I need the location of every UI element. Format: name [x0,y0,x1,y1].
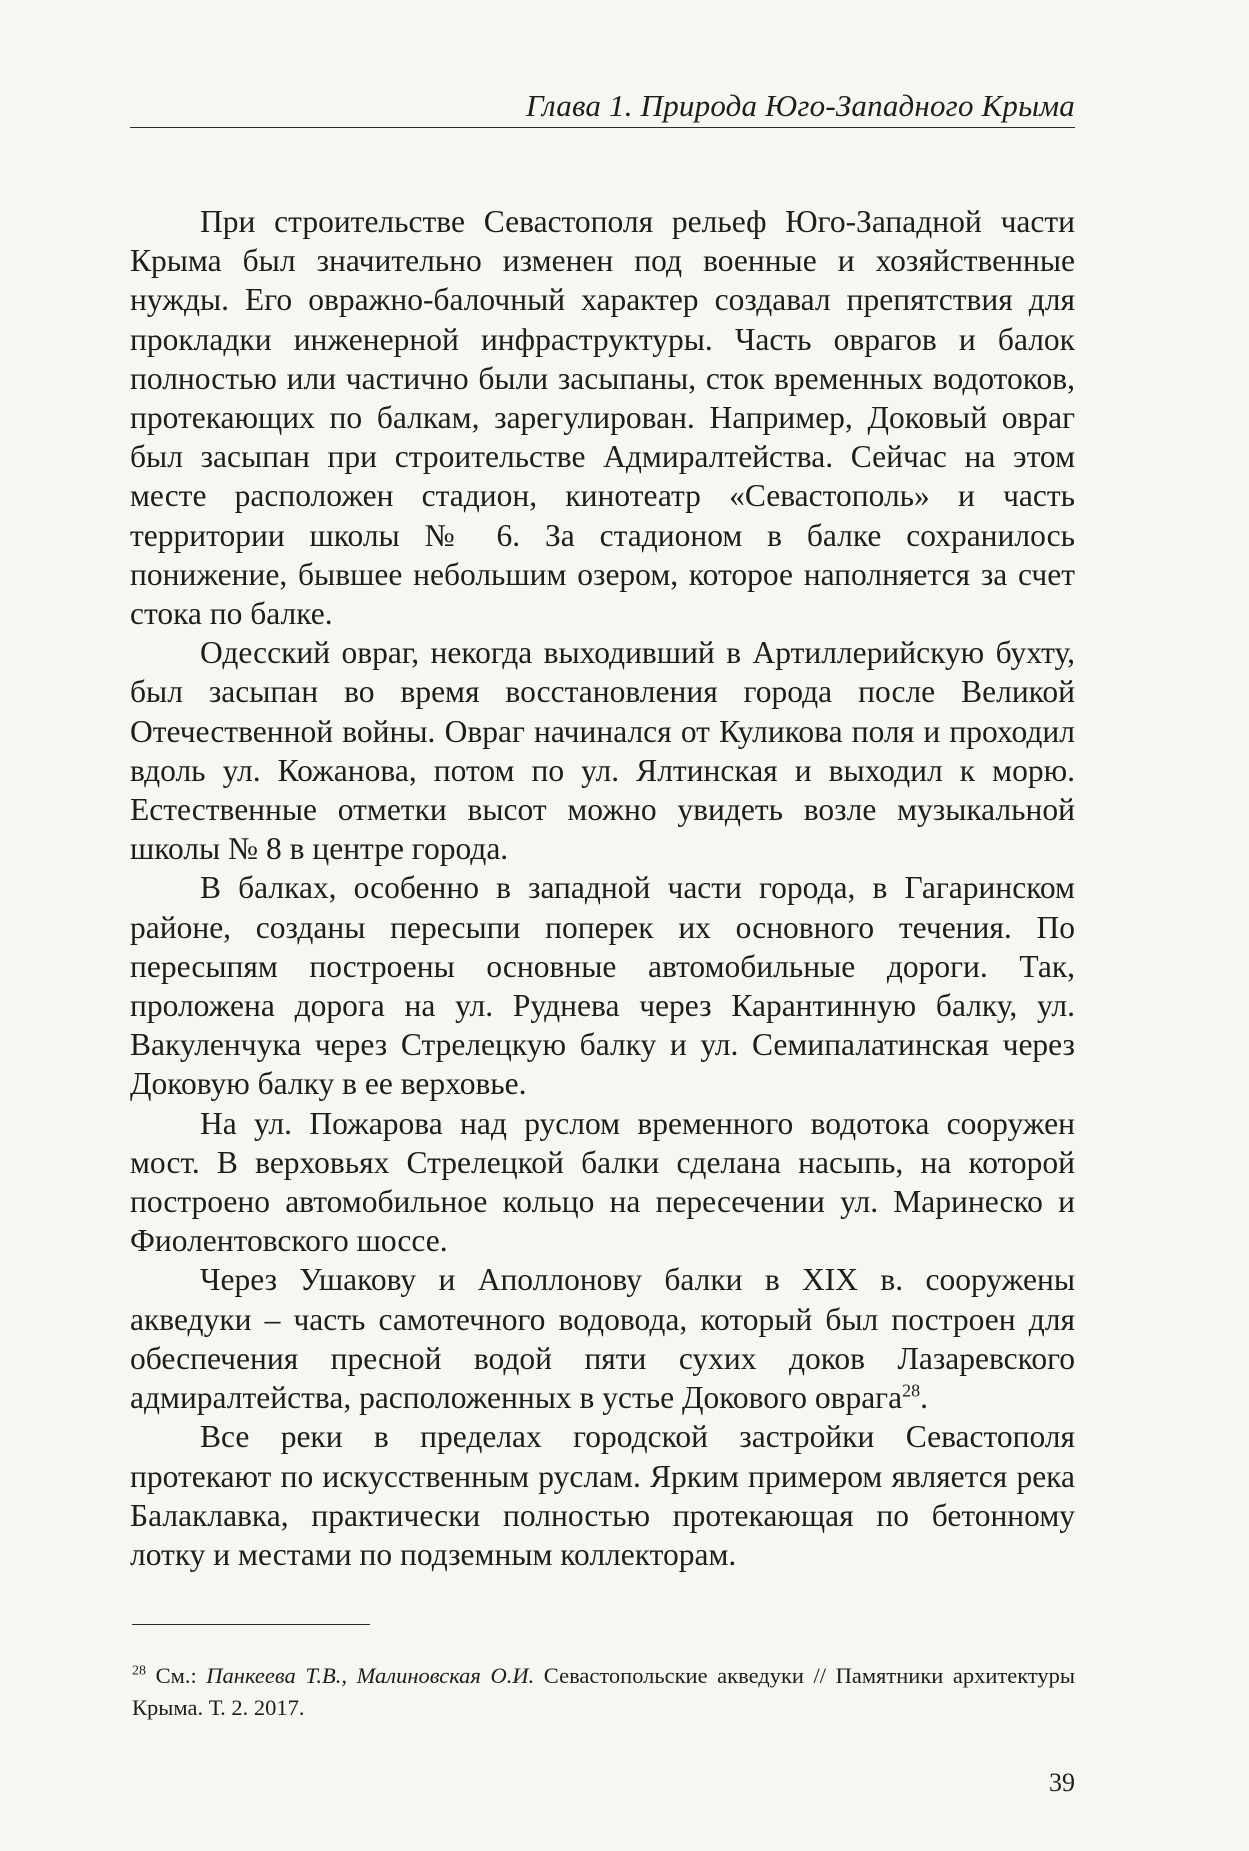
footnote-rest: Севастопольские акведуки // Памятники архитектуры Крыма. Т. 2. 2017. [132,1663,1076,1720]
paragraph-4: На ул. Пожарова над руслом временного водотока сооружен мост. В верховьях Стрелецкой балки сделана насыпь, на которой построено автомобильное кольцо на пересечении ул. Маринеско и Фиолентовского шоссе. [130,1105,1075,1259]
footnote [132,1660,1075,1724]
footnote-rule [132,1624,370,1625]
footnote-number: 28 [132,1663,146,1679]
footnote-prefix: См.: [146,1663,207,1688]
paragraph-1: При строительстве Севастополя рельеф Юго-Западной части Крыма был значительно изменен под военные и хозяйственные нужды. Его овражно-балочный характер создавал препятствия для прокладки инженерной инфраструктуры. Часть оврагов и балок полностью или частично были засыпаны, сток временных водотоков, протекающих по балкам, зарегулирован. Например, Доковый овраг был засыпан при строительстве Адмиралтейства. Сейчас на этом месте расположен стадион, кинотеатр «Севастополь» и часть территории школы № 6. За стадионом в балке сохранилось понижение, бывшее небольшим озером, которое наполняется за счет стока по балке. [130,204,1075,632]
paragraph-2: Одесский овраг, некогда выходивший в Артиллерийскую бухту, был засыпан во время восстановления города после Великой Отечественной войны. Овраг начинался от Куликова поля и проходил вдоль ул. Кожанова, потом по ул. Ялтинская и выходил к морю. Естественные отметки высот можно увидеть возле музыкальной школы № 8 в центре города. [130,635,1075,867]
paragraph-3: В балках, особенно в западной части города, в Гагаринском районе, созданы пересыпи поперек их основного течения. По пересыпям построены основные автомобильные дороги. Так, проложена дорога на ул. Руднева через Карантинную балку, ул. Вакуленчука через Стрелецкую балку и ул. Семипалатинская через Доковую балку в ее верховье. [130,870,1075,1102]
paragraph-6: Все реки в пределах городской застройки Севастополя протекают по искусственным руслам. Ярким примером является река Балаклавка, практически полностью протекающая по бетонному лотку и местами по подземным коллекторам. [130,1419,1075,1572]
body-text [130,202,1075,1574]
running-head: Глава 1. Природа Юго-Западного Крыма [525,88,1075,123]
footnote-authors: Панкеева Т.В., Малиновская О.И. [206,1663,535,1688]
page-number: 39 [1049,1768,1075,1797]
header-rule [130,127,1075,128]
paragraph-5-text: Через Ушакову и Аполлонову балки в XIX в. сооружены акведуки – часть самотечного водовода, который был построен для обеспечения пресной водой пяти сухих доков Лазаревского адмиралтейства, расположенных в устье Докового оврага [130,1262,1075,1416]
paragraph-5 [130,1260,1075,1417]
footnote-reference[interactable]: 28 [902,1380,921,1401]
paragraph-5-tail: . [920,1380,928,1416]
